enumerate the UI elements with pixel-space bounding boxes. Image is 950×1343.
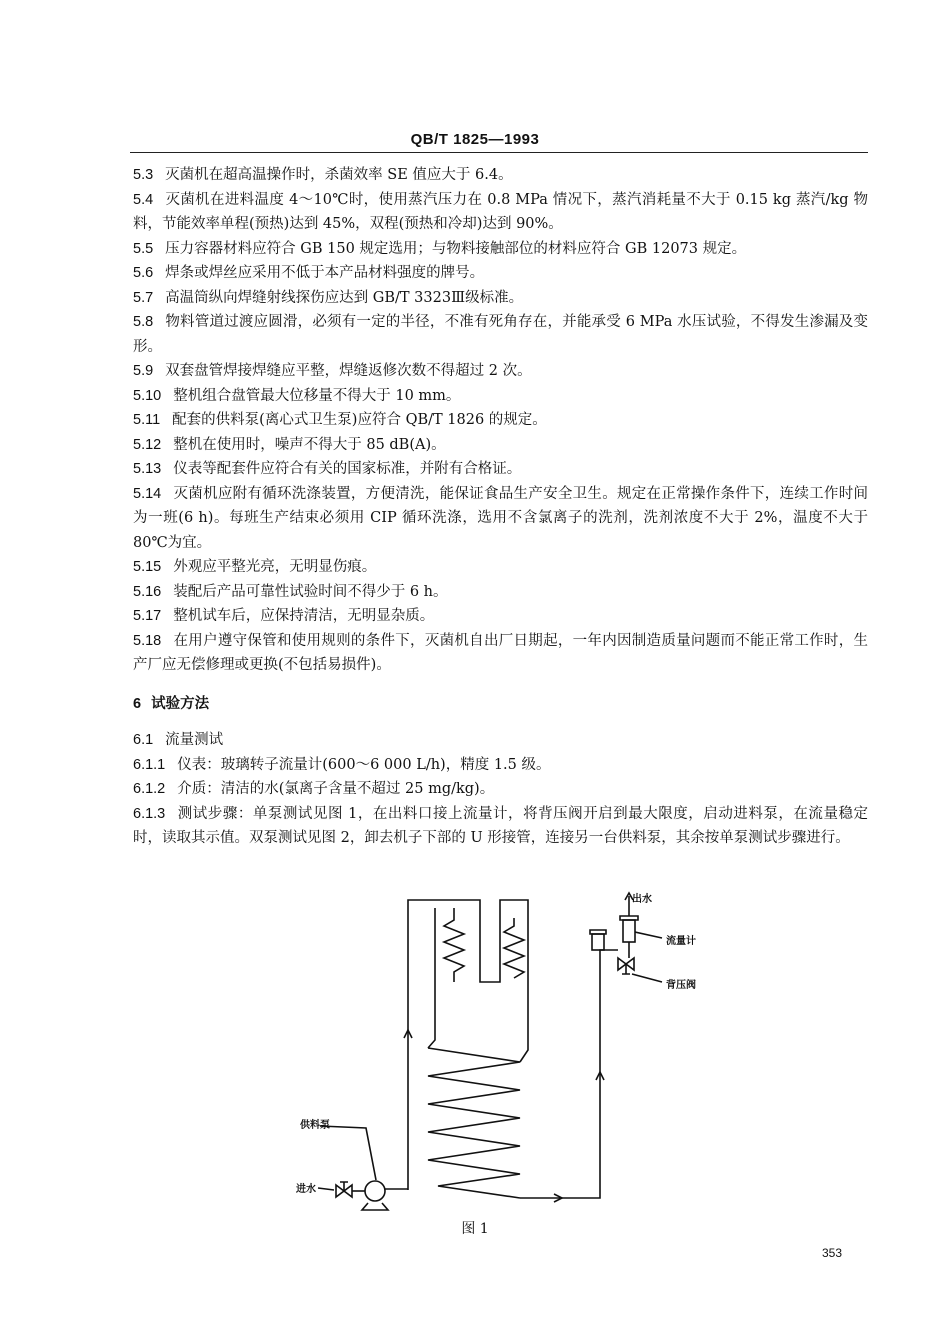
inlet-pointer [318,1188,334,1190]
clause-5-4 [133,188,868,237]
clause-text: 装配后产品可靠性试验时间不得少于 6 h。 [173,583,448,600]
clause-text: 在用户遵守保管和使用规则的条件下，灭菌机自出厂日期起，一年内因制造质量问题而不能正常工作时，生产厂应无偿修理或更换(不包括易损件)。 [133,632,868,673]
document-code-header: QB/T 1825—1993 [410,131,540,148]
flowmeter-label: 流量计 [666,936,696,947]
coil-right-link [520,1000,528,1062]
clause-text: 压力容器材料应符合 GB 150 规定选用；与物料接触部位的材料应符合 GB 12073 规定。 [165,240,747,257]
clause-text: 焊条或焊丝应采用不低于本产品材料强度的牌号。 [165,265,485,281]
clause-5-14 [133,482,868,556]
clause-text: 高温筒纵向焊缝射线探伤应达到 GB/T 3323Ⅲ级标准。 [165,289,524,306]
flowmeter-top [620,916,638,920]
left-gauge-top [590,930,606,934]
clause-text: 整机组合盘管最大位移量不得大于 10 mm。 [173,387,461,404]
clause-text: 灭菌机应附有循环洗涤装置，方便清洗，能保证食品生产安全卫生。规定在正常操作条件下，连续工作时间为一班(6 h)。每班生产结束必须用 CIP 循环洗涤，选用不含氯离子的洗剂，洗剂浓度不大于 2%，温度不大于 80℃为宜。 [133,485,868,551]
clause-5-10 [133,384,868,409]
clause-number: 5.3 [133,167,154,183]
backpressure-leader [632,974,662,982]
back-pressure-valve-label: 背压阀 [666,980,696,991]
clause-number: 5.9 [133,363,154,379]
feed-pump-base [362,1203,388,1210]
pump-leader [320,1126,376,1180]
left-riser-pipe [408,900,528,1190]
clause-number: 5.6 [133,265,154,281]
clause-number: 5.16 [133,583,162,600]
left-downpipe [428,908,435,1048]
clause-6-1-2 [133,777,868,802]
clause-5-11 [133,408,868,433]
section-title: 试验方法 [151,694,210,712]
clause-text: 仪表：玻璃转子流量计(600～6 000 L/h)，精度 1.5 级。 [177,756,551,773]
clause-5-6 [133,261,868,286]
section-6-heading [133,692,868,717]
clause-number: 5.11 [133,412,161,428]
clause-5-17 [133,604,868,629]
clause-number: 6.1.3 [133,805,166,822]
flowmeter-leader [635,932,662,938]
clause-number: 5.14 [133,485,162,502]
clause-5-9 [133,359,868,384]
clause-5-16 [133,580,868,605]
clause-text: 物料管道过渡应圆滑，必须有一定的半径，不准有死角存在，并能承受 6 MPa 水压试验，不得发生渗漏及变形。 [133,314,868,355]
clause-6-1-3 [133,802,868,851]
clause-5-18 [133,629,868,678]
upper-coil-right [504,918,524,978]
clause-number: 6.1.2 [133,781,166,797]
inlet-label: 进水 [296,1184,316,1195]
clause-number: 5.12 [133,436,162,453]
section-number: 6 [133,695,142,712]
clause-number: 5.13 [133,461,162,477]
figure-caption: 图 1 [461,1221,489,1237]
clause-number: 5.10 [133,387,162,404]
clause-6-1-1 [133,753,868,778]
feed-pump-label: 供料泵 [300,1120,330,1131]
clause-number: 5.5 [133,240,154,257]
clause-number: 5.17 [133,608,162,624]
clause-number: 5.18 [133,632,162,649]
clause-number: 5.4 [133,191,154,208]
clause-text: 灭菌机在进料温度 4～10℃时，使用蒸汽压力在 0.8 MPa 情况下，蒸汽消耗量不大于 0.15 kg 蒸汽/kg 物料，节能效率单程(预热)达到 45%，双程(预热和冷却)达到 90%。 [133,191,868,232]
main-coil [428,1048,520,1198]
clause-text: 整机在使用时，噪声不得大于 85 dB(A)。 [173,436,446,453]
upper-coil-left [444,908,464,982]
clause-5-5 [133,237,868,262]
clause-5-12 [133,433,868,458]
clause-text: 整机试车后，应保持清洁，无明显杂质。 [173,608,435,624]
outlet-label: 出水 [632,894,652,905]
clause-text: 仪表等配套件应符合有关的国家标准，并附有合格证。 [173,461,522,477]
clause-text: 灭菌机在超高温操作时，杀菌效率 SE 值应大于 6.4。 [165,167,513,183]
clause-5-3 [133,163,868,188]
clause-text: 测试步骤：单泵测试见图 1，在出料口接上流量计，将背压阀开启到最大限度，启动进料泵，在流量稳定时，读取其示值。双泵测试见图 2，卸去机子下部的 U 形接管，连接另一台供料泵，其余按单泵测试步骤进行。 [133,805,868,846]
clause-number: 5.7 [133,289,154,306]
clause-5-8 [133,310,868,359]
clause-text: 双套盘管焊接焊缝应平整，焊缝返修次数不得超过 2 次。 [165,363,532,379]
header-rule [130,152,868,153]
clause-number: 5.15 [133,559,162,575]
clause-5-7 [133,286,868,311]
feed-pump-body [365,1181,385,1201]
clause-text: 配套的供料泵(离心式卫生泵)应符合 QB/T 1826 的规定。 [172,412,547,428]
document-body [133,163,868,851]
clause-text: 外观应平整光亮，无明显伤痕。 [173,559,377,575]
clause-5-15 [133,555,868,580]
bottom-outlet-pipe [520,950,618,1198]
clause-number: 6.1.1 [133,756,166,773]
clause-number: 6.1 [133,732,154,748]
clause-number: 5.8 [133,314,154,330]
figure-1-diagram [290,890,750,1230]
left-gauge [592,934,604,950]
clause-5-13 [133,457,868,482]
clause-6-1 [133,728,868,753]
page-number: 353 [822,1246,843,1260]
clause-text: 流量测试 [165,732,224,748]
clause-text: 介质：清洁的水(氯离子含量不超过 25 mg/kg)。 [177,781,495,797]
flowmeter-tube [623,920,635,942]
